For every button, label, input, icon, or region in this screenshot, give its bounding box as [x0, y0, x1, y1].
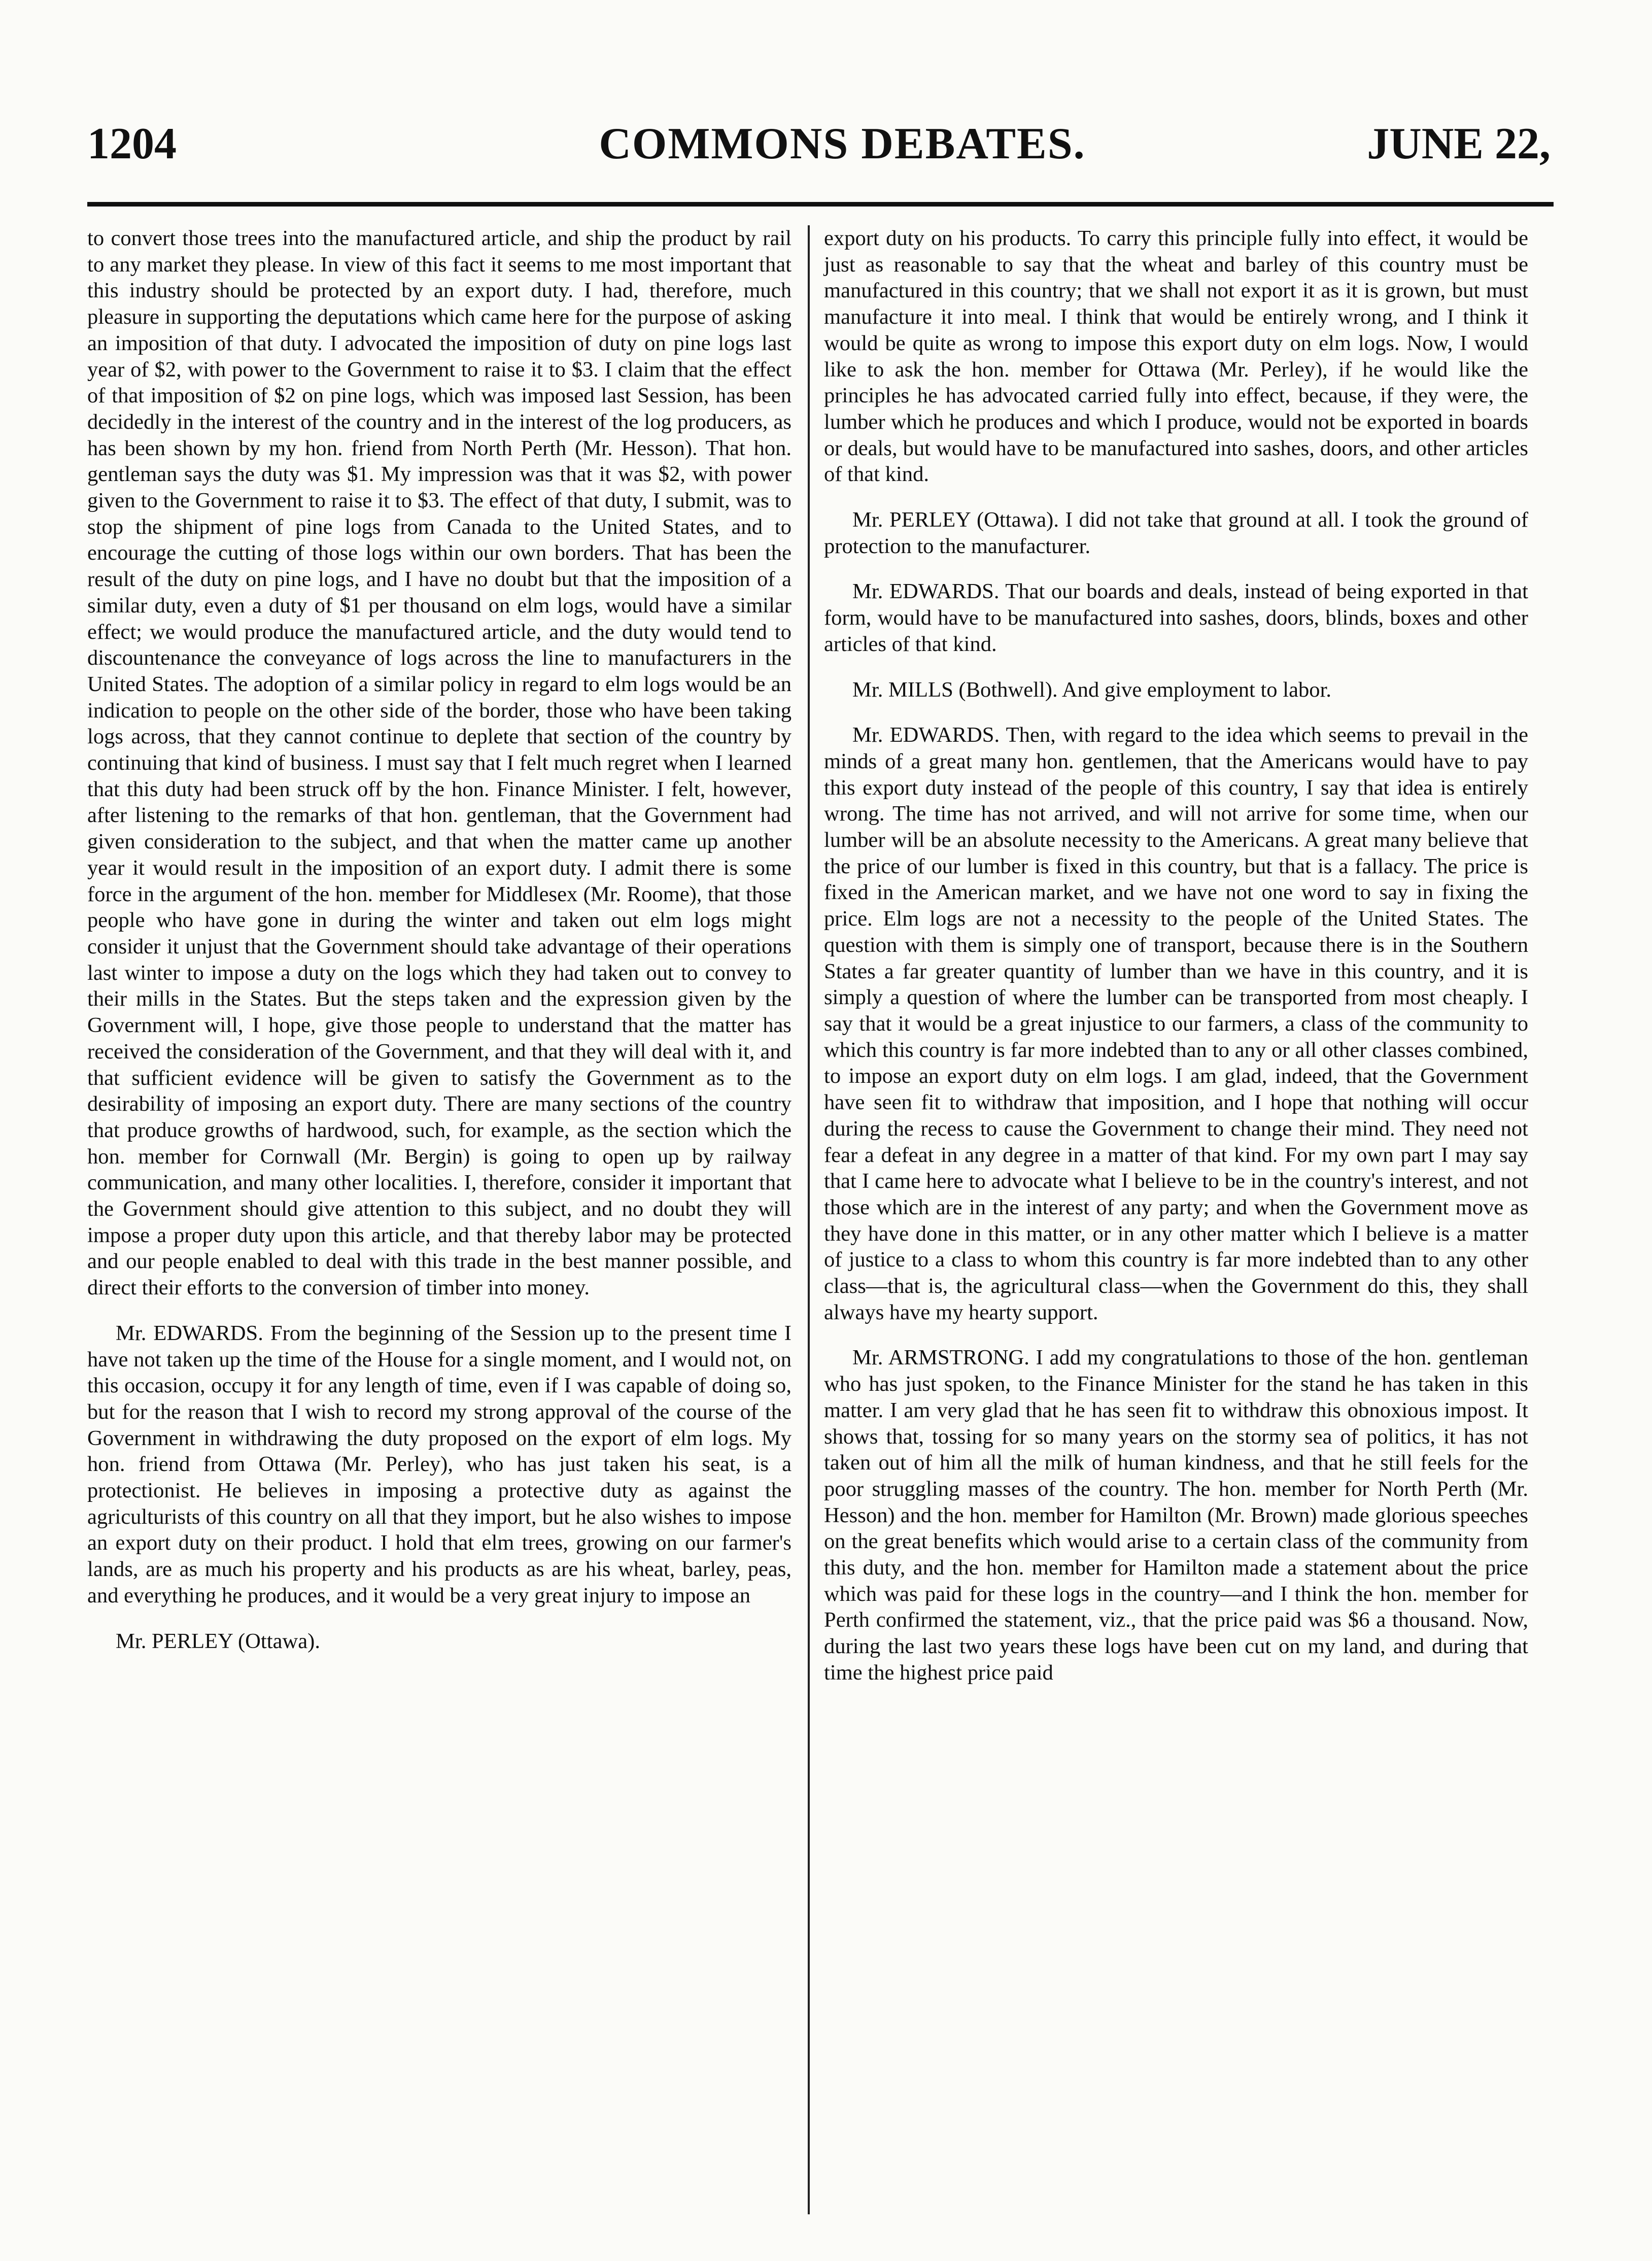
paragraph-speech: Mr. PERLEY (Ottawa). I did not take that ground at all. I took the ground of protection to the manufacturer.: [824, 508, 1528, 558]
paragraph-speech: Mr. EDWARDS. Then, with regard to the idea which seems to prevail in the minds of a great many hon. gentlemen, that the Americans would have to pay this export duty instead of the people of this country, I say that idea is entirely wrong. The time has not arrived, and will not arrive for some time, when our lumber will be an absolute necessity to the Americans. A great many believe that the price of our lumber is fixed in this country, but that is a fallacy. The price is fixed in the American market, and we have not one word to say in fixing the price. Elm logs are not a necessity to the people of the United States. The question with them is simply one of transport, because there is in the Southern States a far greater quantity of lumber than we have in this country, and it is simply a question of where the lumber can be transported from most cheaply. I say that it would be a great injustice to our farmers, a class of the community to which this country is far more indebted than to any or all other classes combined, to impose an export duty on elm logs. I am glad, indeed, that the Government have seen fit to withdraw that imposition, and I hope that nothing will occur during the recess to cause the Government to change their mind. They need not fear a defeat in any degree in a matter of that kind. For my own part I may say that I came here to advocate what I believe to be in the country's interest, and not those which are in the interest of any party; and when the Government move as they have done in this matter, or in any other matter which I believe is a matter of justice to a class to whom this country is far more indebted than to any other class—that is, the agricultural class—when the Government do this, they shall always have my hearty support.: [824, 723, 1528, 1324]
page-number: 1204: [87, 119, 177, 168]
paragraph-speech: Mr. EDWARDS. That our boards and deals, instead of being exported in that form, would have to be manufactured into sashes, doors, blinds, boxes and other articles of that kind.: [824, 579, 1528, 656]
right-column: [824, 225, 1528, 1705]
paragraph-speech: Mr. EDWARDS. From the beginning of the Session up to the present time I have not taken up the time of the House for a single moment, and I would not, on this occasion, occupy it for any length of time, even if I was capable of doing so, but for the reason that I wish to record my strong approval of the course of the Government in withdrawing the duty proposed on the export of elm logs. My hon. friend from Ottawa (Mr. Perley), who has just taken his seat, is a protectionist. He believes in imposing a protective duty as against the agriculturists of this country on all that they import, but he also wishes to impose an export duty on their product. I hold that elm trees, growing on our farmer's lands, are as much his property and his products as are his wheat, barley, peas, and everything he produces, and it would be a very great injury to impose an: [87, 1321, 791, 1607]
column-divider: [808, 225, 810, 2214]
paragraph-continuation: export duty on his products. To carry this principle fully into effect, it would be just as reasonable to say that the wheat and barley of this country must be manufactured in this country; that we shall not export it as it is grown, but must manufacture it into meal. I think that would be entirely wrong, and I think it would be quite as wrong to impose this export duty on elm logs. Now, I would like to ask the hon. member for Ottawa (Mr. Perley), if he would like the principles he has advocated carried fully into effect, because, if they were, the lumber which he produces and which I produce, would not be exported in boards or deals, but would have to be manufactured into sashes, doors, and other articles of that kind.: [824, 226, 1528, 487]
publication-title: COMMONS DEBATES.: [599, 119, 1086, 168]
page-date: JUNE 22,: [1367, 119, 1551, 168]
paragraph-continuation: to convert those trees into the manufactured article, and ship the product by rail to any market they please. In view of this fact it seems to me most important that this industry should be protected by an export duty. I had, therefore, much pleasure in supporting the deputations which came here for the purpose of asking an imposition of that duty. I advocated the imposition of duty on pine logs last year of $2, with power to the Government to raise it to $3. I claim that the effect of that imposition of $2 on pine logs, which was imposed last Session, has been decidedly in the interest of the country and in the interest of the log producers, as has been shown by my hon. friend from North Perth (Mr. Hesson). That hon. gentleman says the duty was $1. My impression was that it was $2, with power given to the Government to raise it to $3. The effect of that duty, I submit, was to stop the shipment of pine logs from Canada to the United States, and to encourage the cutting of those logs within our own borders. That has been the result of the duty on pine logs, and I have no doubt but that the imposition of a similar duty, even a duty of $1 per thousand on elm logs, would have a similar effect; we would produce the manufactured article, and the duty would tend to discountenance the conveyance of logs across the line to manufacturers in the United States. The adoption of a similar policy in regard to elm logs would be an indication to people on the other side of the border, those who have been taking logs across, that they cannot continue to deplete that section of the country by continuing that kind of business. I must say that I felt much regret when I learned that this duty had been struck off by the hon. Finance Minister. I felt, however, after listening to the remarks of that hon. gentleman, that the Government had given consideration to the subject, and that when the matter came up another year it would result in the imposition of an export duty. I admit there is some force in the argument of the hon. member for Middlesex (Mr. Roome), that those people who have gone in during the winter and taken out elm logs might consider it unjust that the Government should take advantage of their operations last winter to impose a duty on the logs which they had taken out to convey to their mills in the States. But the steps taken and the expression given by the Government will, I hope, give those people to understand that the matter has received the consideration of the Government, and that they will deal with it, and that sufficient evidence will be given to satisfy the Government as to the desirability of imposing an export duty. There are many sections of the country that produce growths of hardwood, such, for example, as the section which the hon. member for Cornwall (Mr. Bergin) is going to open up by railway communication, and many other localities. I, therefore, consider it important that the Government should give attention to this subject, and no doubt they will impose a proper duty upon this article, and that thereby labor may be protected and our people enabled to deal with this trade in the best manner possible, and direct their efforts to the conversion of timber into money.: [87, 226, 791, 1300]
paragraph-speech: Mr. ARMSTRONG. I add my congratulations to those of the hon. gentleman who has just spoken, to the Finance Minister for the stand he has taken in this matter. I am very glad that he has seen fit to withdraw this obnoxious impost. It shows that, tossing for so many years on the stormy sea of politics, it has not taken out of him all the milk of human kindness, and that he still feels for the poor struggling masses of the country. The hon. member for North Perth (Mr. Hesson) and the hon. member for Hamilton (Mr. Brown) made glorious speeches on the great benefits which would arise to a certain class of the community from this duty, and the hon. member for Hamilton made a statement about the price which was paid for these logs in the country—and I think the hon. member for Perth confirmed the statement, viz., that the price paid was $6 a thousand. Now, during the last two years these logs have been cut on my land, and during that time the highest price paid: [824, 1346, 1528, 1685]
paragraph-interjection: Mr. PERLEY (Ottawa).: [116, 1629, 320, 1653]
paragraph-speech: Mr. MILLS (Bothwell). And give employment to labor.: [852, 677, 1332, 702]
left-column: [87, 225, 791, 1673]
header-rule: [87, 202, 1554, 207]
